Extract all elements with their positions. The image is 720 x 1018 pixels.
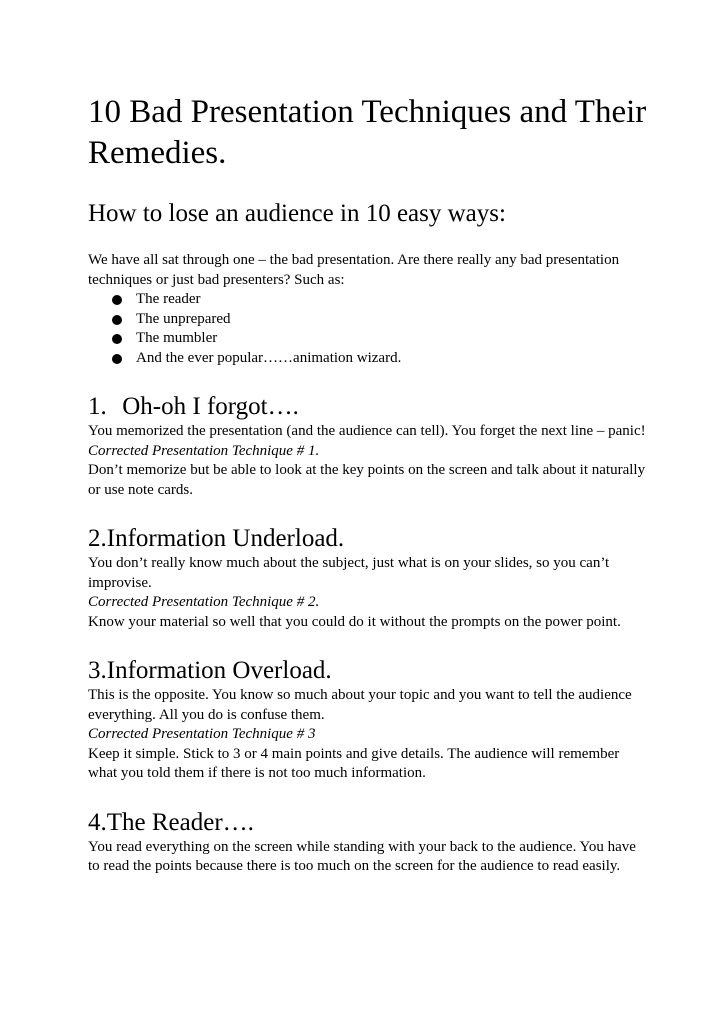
technique-label: Corrected Presentation Technique # 1. — [88, 442, 320, 459]
section-title: Oh-oh I forgot…. — [122, 393, 299, 420]
bullet-icon — [112, 315, 122, 325]
problem-text: You don’t really know much about the subject, just what is on your slides, so you can’t improvise. — [88, 555, 610, 591]
section-title: The Reader…. — [106, 808, 254, 836]
document-subtitle: How to lose an audience in 10 easy ways: — [88, 200, 506, 227]
section-number: 3. — [88, 657, 107, 684]
list-item — [112, 290, 648, 310]
list-item-text: The reader — [136, 291, 201, 307]
section-3 — [88, 656, 648, 784]
document-page — [88, 92, 648, 877]
technique-label: Corrected Presentation Technique # 3 — [88, 726, 316, 742]
bullet-icon — [112, 295, 122, 305]
section-number: 4. — [88, 808, 107, 836]
section-heading — [88, 392, 648, 422]
bullet-icon — [112, 354, 122, 364]
section-heading — [88, 524, 648, 554]
intro-paragraph: We have all sat through one – the bad presentation. Are there really any bad presentation techniques or just bad presenters? Such as: — [88, 252, 620, 288]
technique-label: Corrected Presentation Technique # 2. — [88, 594, 320, 610]
section-1 — [88, 392, 648, 500]
problem-text: You read everything on the screen while standing with your back to the audience. You have to read the points because there is too much on the screen for the audience to read easily. — [88, 838, 636, 874]
problem-text: You memorized the presentation (and the audience can tell). You forget the next line – panic! — [88, 423, 646, 439]
list-item-text: The mumbler — [136, 330, 218, 346]
bullet-icon — [112, 334, 122, 344]
section-heading — [88, 656, 648, 686]
list-item-text: The unprepared — [136, 310, 231, 327]
section-title: Information Overload. — [106, 657, 332, 684]
section-number: 1. — [88, 393, 107, 420]
section-number: 2. — [88, 525, 107, 552]
list-item — [112, 349, 648, 369]
section-heading — [88, 808, 648, 838]
remedy-text: Know your material so well that you could do it without the prompts on the power point. — [88, 613, 621, 630]
section-title: Information Underload. — [106, 525, 345, 552]
list-item-text: And the ever popular……animation wizard. — [136, 349, 402, 366]
remedy-text: Keep it simple. Stick to 3 or 4 main points and give details. The audience will remember what you told them if there is not too much information. — [88, 745, 620, 781]
section-4 — [88, 808, 648, 877]
document-title: 10 Bad Presentation Techniques and Their Remedies. — [88, 94, 647, 171]
remedy-text: Don’t memorize but be able to look at the key points on the screen and talk about it naturally or use note cards. — [88, 462, 646, 498]
list-item — [112, 329, 648, 349]
problem-text: This is the opposite. You know so much about your topic and you want to tell the audience everything. All you do is confuse them. — [88, 687, 632, 723]
presenter-types-list — [88, 290, 648, 368]
section-2 — [88, 524, 648, 632]
list-item — [112, 310, 648, 330]
